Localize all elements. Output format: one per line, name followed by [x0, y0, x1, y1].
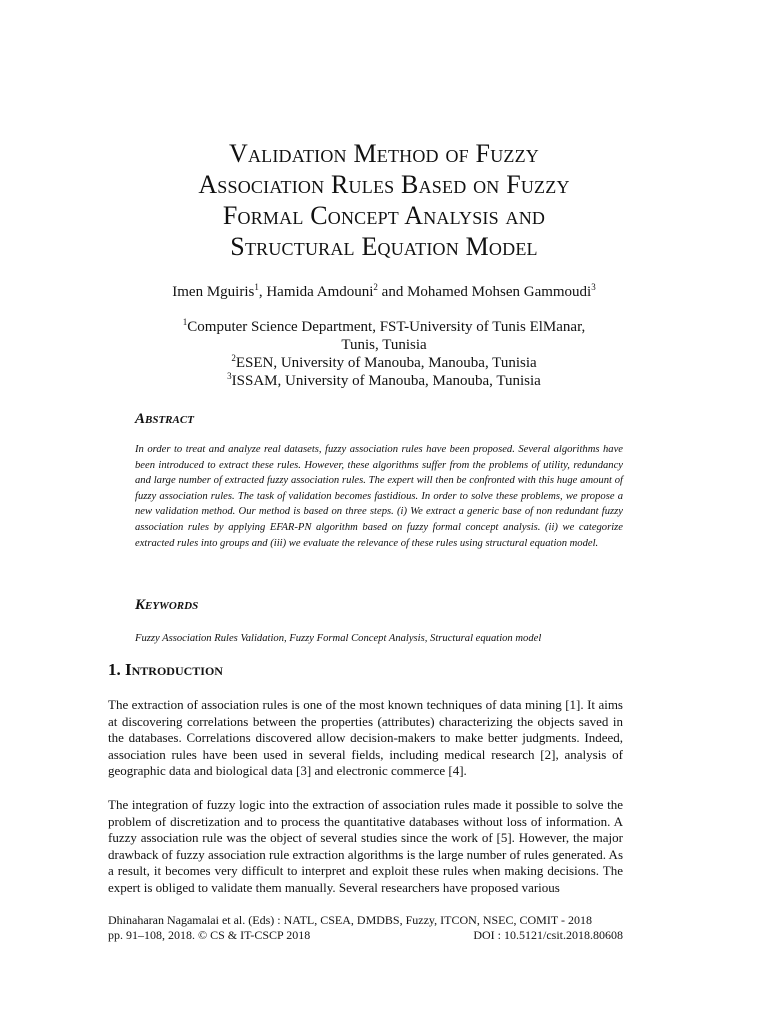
abstract-heading: Abstract: [135, 411, 194, 427]
keywords-text: Fuzzy Association Rules Validation, Fuzzy Formal Concept Analysis, Structural equation model: [135, 633, 542, 644]
title-line: Association Rules Based on Fuzzy: [198, 170, 570, 199]
title-line: Structural Equation Model: [230, 232, 538, 261]
author-affiliation-mark: 2: [373, 282, 378, 292]
affiliation-text: ISSAM, University of Manouba, Manouba, Tunisia: [231, 373, 541, 389]
footer-doi: DOI : 10.5121/csit.2018.80608: [473, 928, 623, 942]
introduction-heading: 1. Introduction: [108, 660, 223, 679]
affiliation-text: Computer Science Department, FST-University of Tunis ElManar,: [187, 319, 586, 335]
affiliation-list: [84, 318, 684, 390]
affiliation: [84, 318, 684, 336]
footer-citation: [108, 928, 623, 942]
affiliation-text: Tunis, Tunisia: [341, 337, 427, 353]
author-affiliation-mark: 3: [591, 282, 596, 292]
author-name: Hamida Amdouni: [266, 284, 374, 300]
affiliation-text: ESEN, University of Manouba, Manouba, Tunisia: [235, 355, 537, 371]
affiliation-mark: 1: [182, 317, 188, 327]
affiliation: [84, 354, 684, 372]
affiliation-mark: 2: [231, 353, 236, 363]
footer-proceedings: Dhinaharan Nagamalai et al. (Eds) : NATL, CSEA, DMDBS, Fuzzy, ITCON, NSEC, COMIT - 2018: [108, 913, 592, 927]
introduction-paragraph: The extraction of association rules is one of the most known techniques of data mining [1]. It aims at discovering correlations between the properties (attributes) characterizing the objects saved in the databases. Correlations discovered allow decision-makers to make better judgments. Indeed, association rules have been used in several fields, including medical research [2], analysis of geographic data and biological data [3] and electronic commerce [4].: [108, 697, 623, 779]
author-name: Imen Mguiris: [172, 284, 255, 300]
author-name: Mohamed Mohsen Gammoudi: [407, 284, 592, 300]
abstract-text: In order to treat and analyze real datasets, fuzzy association rules have been proposed. Several algorithms have been introduced to extract these rules. However, these algorithms suffer from the problems of utility, redundancy and large number of extracted fuzzy association rules. The expert will then be confronted with this huge amount of fuzzy association rules. The task of validation becomes fastidious. In order to solve these problems, we propose a new validation method. Our method is based on three steps. (i) We extract a generic base of non redundant fuzzy association rules by applying EFAR-PN algorithm based on fuzzy formal concept analysis. (ii) we categorize extracted rules into groups and (iii) we evaluate the relevance of these rules using structural equation model.: [135, 444, 623, 549]
author-affiliation-mark: 1: [254, 282, 259, 292]
author-separator: ,: [258, 284, 267, 300]
footer-pages: pp. 91–108, 2018. © CS & IT-CSCP 2018: [108, 928, 311, 942]
title-line: Formal Concept Analysis and: [222, 201, 546, 230]
affiliation-mark: 3: [227, 371, 232, 381]
affiliation: [84, 372, 684, 390]
introduction-paragraph: The integration of fuzzy logic into the extraction of association rules made it possible to solve the problem of discretization and to process the quantitative databases without loss of information. A fuzzy association rule was the object of several studies since the work of [5]. However, the major drawback of fuzzy association rule extraction algorithms is the large number of rules generated. As a result, it becomes very difficult to interpret and exploit these rules when making decisions. The expert is obliged to validate them manually. Several researchers have proposed various: [108, 797, 623, 895]
author-list: [84, 283, 684, 301]
title-line: Validation Method of Fuzzy: [228, 139, 540, 168]
keywords-heading: Keywords: [135, 597, 199, 613]
author-separator: and: [377, 284, 408, 300]
affiliation: [84, 336, 684, 354]
paper-title: [84, 138, 684, 262]
